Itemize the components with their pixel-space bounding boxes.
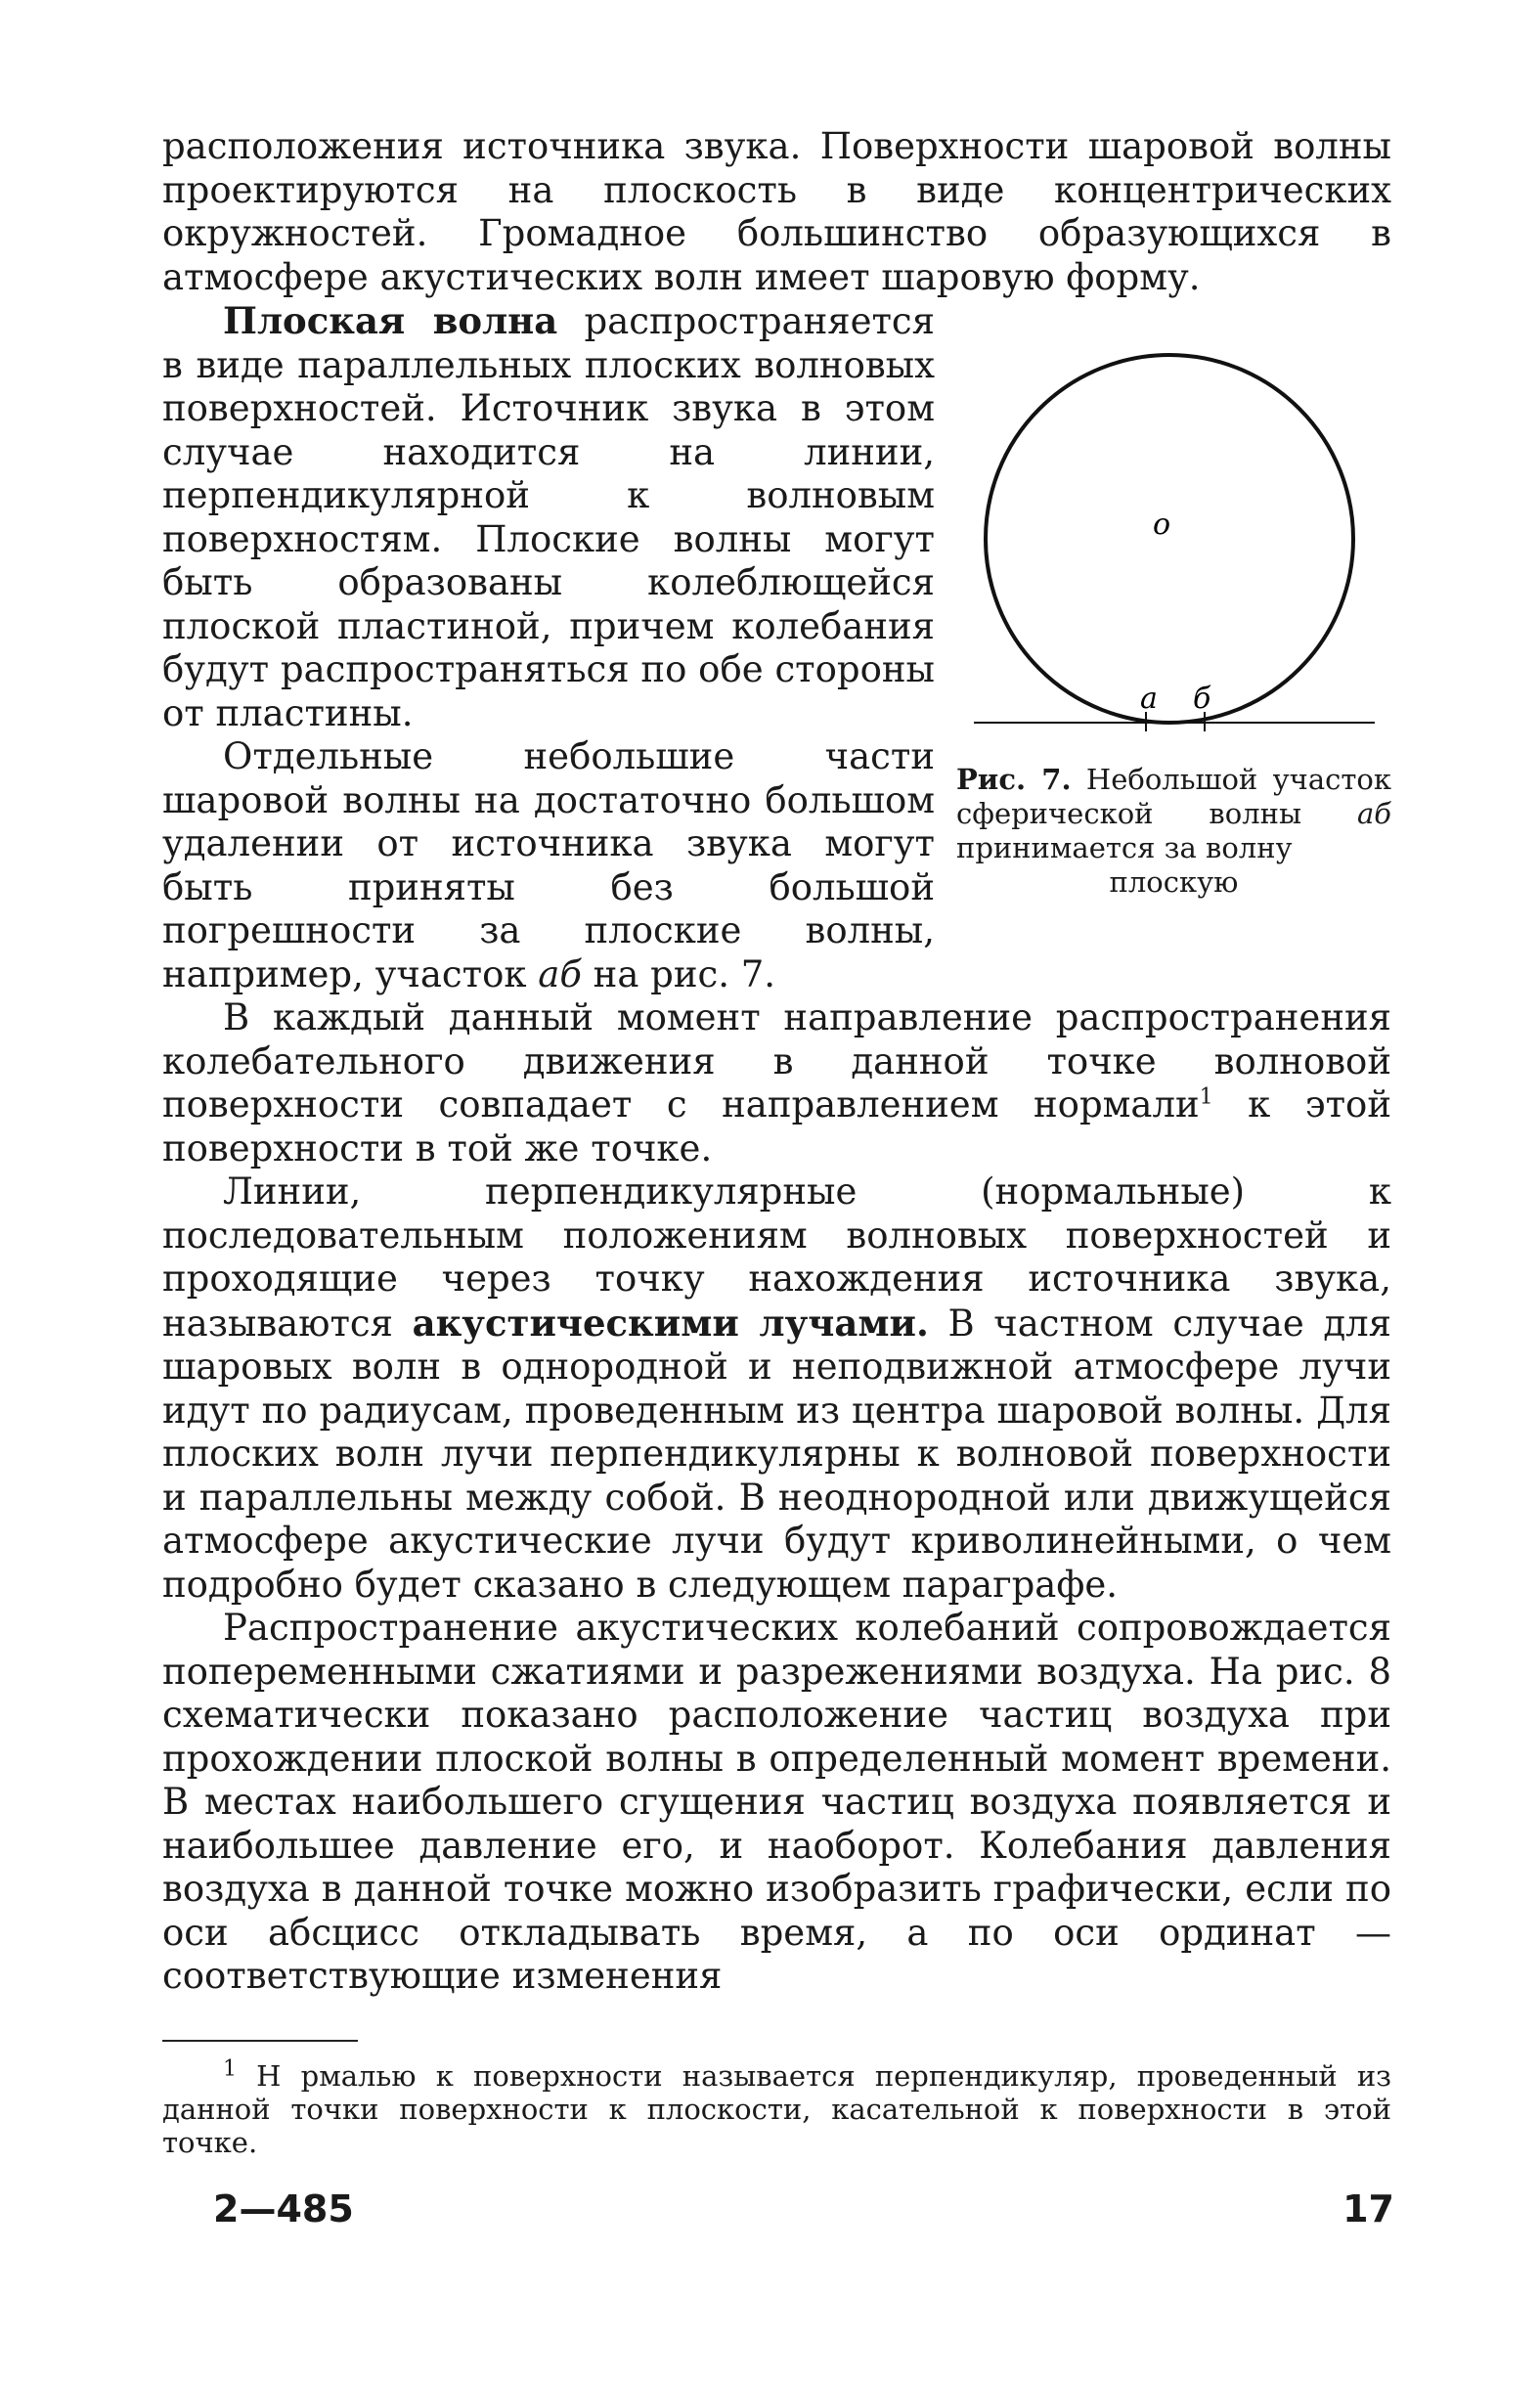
- paragraph-1: расположения источника звука. Поверхности шаровой волны проектируются на плоскость в виде концентрических окружностей. Громадное большинство образующихся в атмосфере акустических волн имеет шаровую форму.: [162, 125, 1391, 298]
- figure-7-diagram: [974, 348, 1385, 749]
- page-body: [162, 125, 1391, 2159]
- figure-7-caption-text-a: Небольшой участок сферической волны: [956, 763, 1391, 830]
- footnote-divider: [162, 2040, 358, 2042]
- footnote-marker: 1: [223, 2055, 237, 2081]
- figure-7-caption-segment: аб: [1357, 797, 1391, 830]
- paragraph-3: [162, 735, 935, 996]
- paragraph-5: [162, 1170, 1391, 1607]
- label-b: б: [1193, 682, 1211, 716]
- paragraph-5-text-a: Линии, перпендикулярные (нормальные) к последовательным положениям волновых поверхностей и проходящие через точку нахождения источника звука, называются: [162, 1170, 1391, 1345]
- paragraph-5-text-b: В частном случае для шаровых волн в однородной и неподвижной атмосфере лучи идут по радиусам, проведенным из центра шаровой волны. Для плоских волн лучи перпендикулярны к волновой поверхности и параллельны между собой. В неоднородной или движущейся атмосфере акустические лучи будут криволинейными, о чем подробно будет сказано в следующем параграфе.: [162, 1302, 1391, 1606]
- figure-7-caption-last-line: плоскую: [1109, 865, 1239, 899]
- figure-7-caption-text-b: принимается за волну: [956, 831, 1293, 864]
- page-number: 17: [1342, 2187, 1394, 2230]
- printer-signature: 2—485: [213, 2187, 354, 2230]
- text-column: [162, 299, 935, 996]
- term-plane-wave: Плоская волна: [223, 299, 558, 342]
- paragraph-2: [162, 299, 935, 735]
- paragraph-3-text-b: на рис. 7.: [581, 952, 776, 995]
- paragraph-3-segment-label: аб: [538, 952, 582, 995]
- term-acoustic-rays: акустическими лучами.: [412, 1301, 929, 1345]
- text-with-figure: [162, 299, 1391, 996]
- footnote-ref: 1: [1199, 1084, 1213, 1110]
- paragraph-6: Распространение акустических колебаний сопровождается попеременными сжатиями и разрежениями воздуха. На рис. 8 схематически показано расположение частиц воздуха при прохождении плоской волны в определенный момент времени. В местах наибольшего сгущения частиц воздуха появляется и наибольшее давление его, и наоборот. Колебания давления воздуха в данной точке можно изобразить графически, если по оси абсцисс откладывать время, а по оси ординат — соответствующие изменения: [162, 1607, 1391, 1997]
- paragraph-2-text: распространяется в виде параллельных плоских волновых поверхностей. Источник звука в этом случае находится на линии, перпендикулярной к волновым поверхностям. Плоские волны могут быть образованы колеблющейся плоской пластиной, причем колебания будут распространяться по обе стороны от пластины.: [162, 300, 935, 734]
- footnote: [162, 2055, 1391, 2159]
- paragraph-4: [162, 996, 1391, 1170]
- footnote-text: Н рмалью к поверхности называется перпендикуляр, проведенный из данной точки поверхности к плоскости, касательной к поверхности в этой точке.: [162, 2058, 1391, 2159]
- paragraph-4-text-b: к этой поверхности в той же точке.: [162, 1083, 1391, 1170]
- paragraph-4-text-a: В каждый данный момент направление распространения колебательного движения в данной точке волновой поверхности совпадает с направлением нормали: [162, 996, 1391, 1126]
- label-a: a: [1140, 682, 1158, 716]
- figure-7-caption: [956, 763, 1391, 900]
- label-o: o: [1153, 508, 1171, 542]
- paragraph-3-text-a: Отдельные небольшие части шаровой волны на достаточно большом удалении от источника звука могут быть приняты без большой погрешности за плоские волны, например, участок: [162, 735, 935, 995]
- figure-7: [956, 348, 1391, 900]
- figure-7-caption-label: Рис. 7.: [956, 763, 1072, 796]
